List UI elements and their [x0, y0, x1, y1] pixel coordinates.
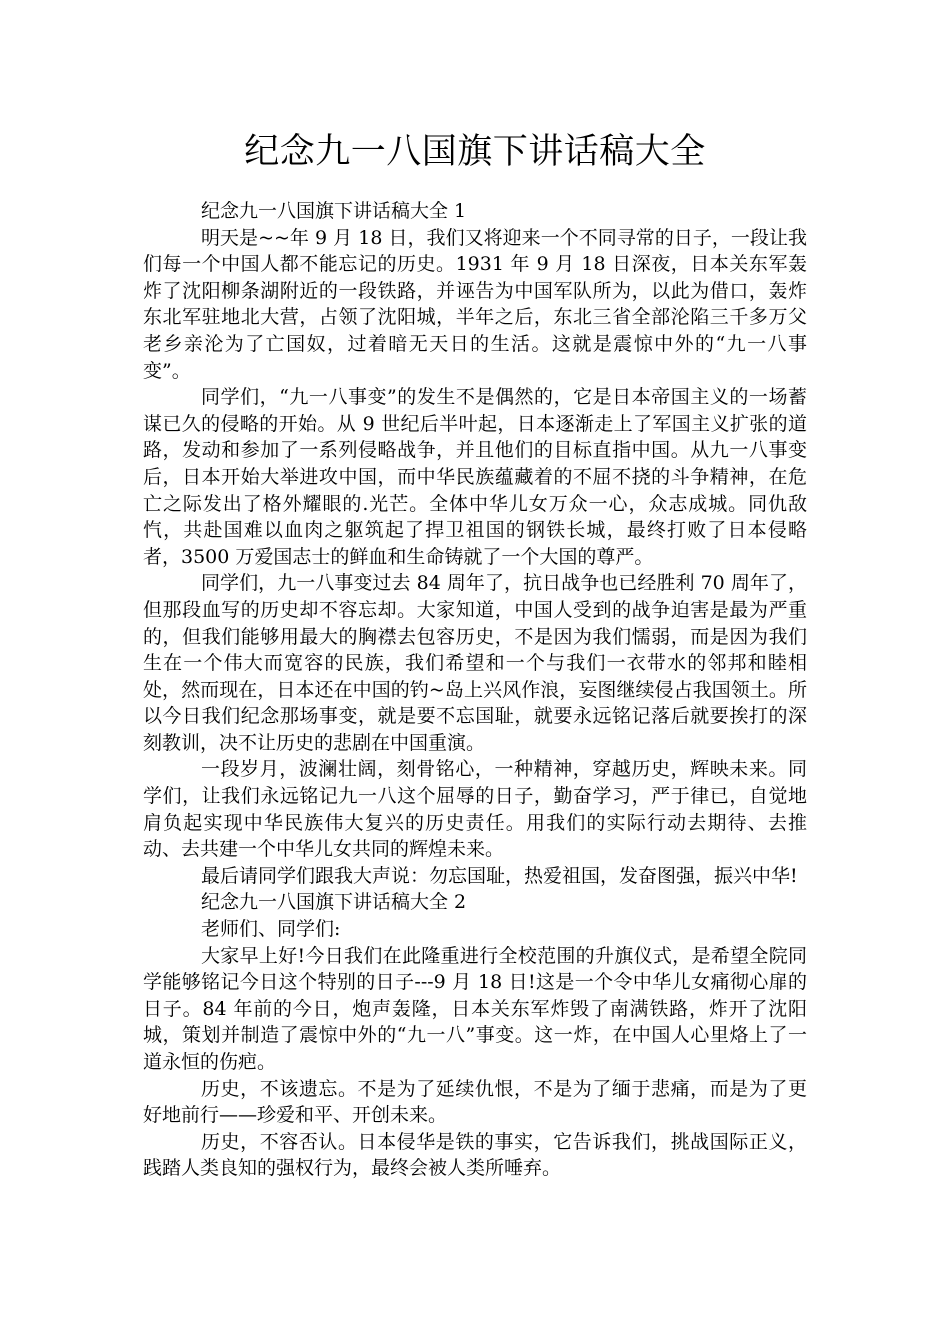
section-heading-2: 纪念九一八国旗下讲话稿大全 2 [201, 891, 467, 914]
salutation: 老师们、同学们: [201, 918, 341, 941]
section-heading-1: 纪念九一八国旗下讲话稿大全 1 [201, 200, 467, 222]
paragraph: 最后请同学们跟我大声说：勿忘国耻，热爱祖国，发奋图强，振兴中华! [201, 864, 798, 887]
paragraph: 大家早上好!今日我们在此隆重进行全校范围的升旗仪式，是希望全院同学能够铭记今日这个特别的日子---9 月 18 日!这是一个令中华儿女痛彻心扉的日子。84 年前的今日，炮声轰隆，日本关东军炸毁了南满铁路，炸开了沈阳城，策划并制造了震惊中外的“九一八”事变。这一炸，在中国人心里烙上了一道永恒的伤疤。 [143, 944, 807, 1073]
paragraph: 同学们，“九一八事变”的发生不是偶然的，它是日本帝国主义的一场蓄谋已久的侵略的开始。从 9 世纪后半叶起，日本逐渐走上了军国主义扩张的道路，发动和参加了一系列侵略战争，并且他们的目标直指中国。从九一八事变后，日本开始大举进攻中国，而中华民族蕴藏着的不屈不挠的斗争精神，在危亡之际发出了格外耀眼的.光芒。全体中华儿女万众一心，众志成城。同仇敌忾，共赴国难以血肉之躯筑起了捍卫祖国的钢铁长城，最终打败了日本侵略者，3500 万爱国志士的鲜血和生命铸就了一个大国的尊严。 [143, 386, 807, 568]
paragraph: 历史，不该遗忘。不是为了延续仇恨，不是为了缅于悲痛，而是为了更好地前行——珍爱和平、开创未来。 [143, 1077, 807, 1127]
paragraph: 历史，不容否认。日本侵华是铁的事实，它告诉我们，挑战国际正义，践踏人类良知的强权行为，最终会被人类所唾弃。 [143, 1130, 807, 1180]
document-body [143, 198, 807, 1182]
paragraph: 一段岁月，波澜壮阔，刻骨铭心，一种精神，穿越历史，辉映未来。同学们，让我们永远铭记九一八这个屈辱的日子，勤奋学习，严于律已，自觉地肩负起实现中华民族伟大复兴的历史责任。用我们的实际行动去期待、去推动、去共建一个中华儿女共同的辉煌未来。 [143, 758, 807, 861]
paragraph: 同学们，九一八事变过去 84 周年了，抗日战争也已经胜利 70 周年了，但那段血写的历史却不容忘却。大家知道，中国人受到的战争迫害是最为严重的，但我们能够用最大的胸襟去包容历史，不是因为我们懦弱，而是因为我们生在一个伟大而宽容的民族，我们希望和一个与我们一衣带水的邻邦和睦相处，然而现在，日本还在中国的钓~岛上兴风作浪，妄图继续侵占我国领土。所以今日我们纪念那场事变，就是要不忘国耻，就要永远铭记落后就要挨打的深刻教训，决不让历史的悲剧在中国重演。 [143, 572, 807, 754]
document-title: 纪念九一八国旗下讲话稿大全 [244, 132, 706, 172]
paragraph: 明天是~~年 9 月 18 日，我们又将迎来一个不同寻常的日子，一段让我们每一个中国人都不能忘记的历史。1931 年 9 月 18 日深夜，日本关东军轰炸了沈阳柳条湖附近的一段铁路，并诬告为中国军队所为，以此为借口，轰炸东北军驻地北大营，占领了沈阳城，半年之后，东北三省全部沦陷三千多万父老乡亲沦为了亡国奴，过着暗无天日的生活。这就是震惊中外的“九一八事变”。 [143, 226, 807, 382]
